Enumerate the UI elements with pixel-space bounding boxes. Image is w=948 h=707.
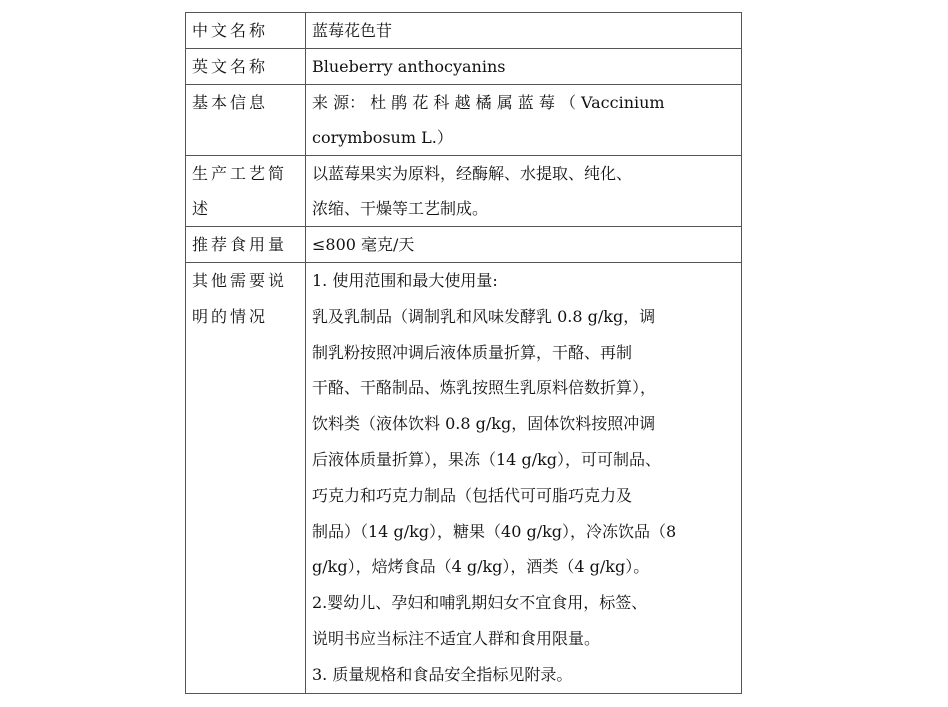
value-line: 巧克力和巧克力制品（包括代可可脂巧克力及 [312,485,633,505]
value-line: 制乳粉按照冲调后液体质量折算，干酪、再制 [312,342,633,362]
value-line: 1. 使用范围和最大使用量: [312,271,498,290]
value-line: ≤800 毫克/天 [312,235,415,254]
table-row-other-notes [186,263,742,694]
table-row-basic-info [186,85,742,156]
value-line: 饮料类（液体饮料 0.8 g/kg，固体饮料按照冲调 [312,414,656,434]
row-value-production-process [306,156,742,227]
row-label-recommended-intake: 推荐食用量 [186,227,306,263]
table-row-chinese-name [186,13,742,49]
row-label-english-name: 英文名称 [186,49,306,85]
table-row-production-process [186,156,742,227]
value-line: 3. 质量规格和食品安全指标见附录。 [312,664,573,684]
row-value-chinese-name [306,13,742,49]
row-value-other-notes [306,263,742,694]
value-line: 浓缩、干燥等工艺制成。 [312,199,489,218]
product-info-table [185,12,742,694]
row-label-basic-info: 基本信息 [186,85,306,156]
row-value-basic-info [306,85,742,156]
row-label-chinese-name: 中文名称 [186,13,306,49]
value-line: 以蓝莓果实为原料，经酶解、水提取、纯化、 [312,164,633,183]
value-line: 干酪、干酪制品、炼乳按照生乳原料倍数折算）， [312,378,657,398]
row-label-other-notes: 其他需要说 明的情况 [186,263,306,694]
row-value-recommended-intake [306,227,742,263]
table-row-english-name [186,49,742,85]
row-label-production-process: 生产工艺简 述 [186,156,306,227]
value-line: 乳及乳制品（调制乳和风味发酵乳 0.8 g/kg，调 [312,306,656,326]
value-line: Blueberry anthocyanins [312,57,506,76]
value-line: g/kg），焙烤食品（4 g/kg），酒类（4 g/kg）。 [312,557,650,577]
value-line: 说明书应当标注不适宜人群和食用限量。 [312,628,601,648]
row-value-english-name [306,49,742,85]
value-line: 蓝莓花色苷 [312,21,393,40]
value-line: 来 源： 杜 鹃 花 科 越 橘 属 蓝 莓 （ Vaccinium [312,93,665,112]
table-row-recommended-intake [186,227,742,263]
value-line: 后液体质量折算），果冻（14 g/kg），可可制品、 [312,449,662,469]
value-line: corymbosum L.） [312,128,453,147]
value-line: 制品）（14 g/kg），糖果（40 g/kg），冷冻饮品（8 [312,521,677,541]
value-line: 2.婴幼儿、孕妇和哺乳期妇女不宜食用，标签、 [312,593,648,613]
